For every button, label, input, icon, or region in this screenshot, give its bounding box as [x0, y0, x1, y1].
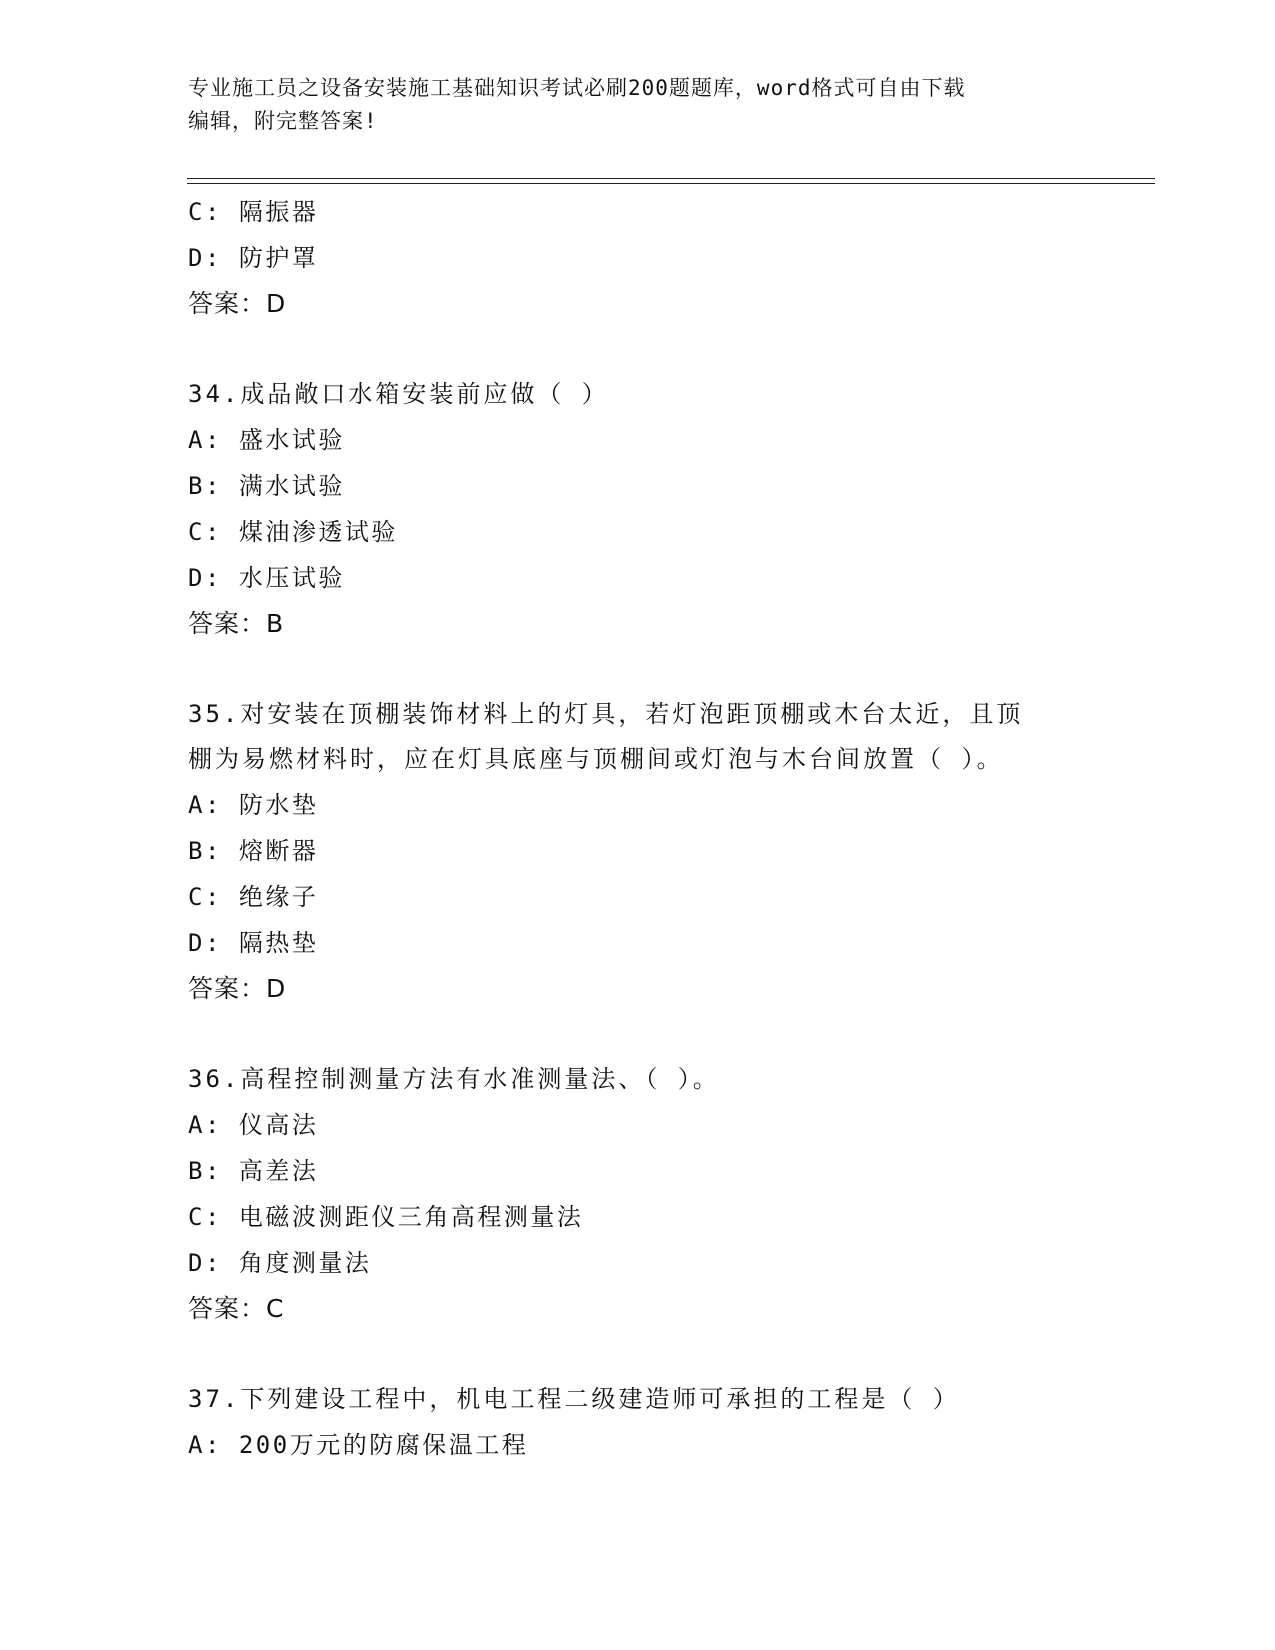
header-divider-bottom [187, 183, 1155, 184]
option-b: B: 满水试验 [188, 472, 345, 500]
question-stem-line-1: 35.对安装在顶棚装饰材料上的灯具，若灯泡距顶棚或木台太近，且顶 [188, 700, 1024, 728]
answer-line: 答案：D [188, 974, 287, 1003]
header-title-line-2: 编辑，附完整答案! [188, 109, 378, 133]
option-c: C: 隔振器 [188, 198, 319, 226]
spacer [188, 647, 1088, 692]
question-list [188, 189, 1088, 1468]
answer-line: 答案：B [188, 609, 285, 638]
spacer [188, 327, 1088, 372]
question-34 [188, 372, 1088, 647]
spacer [188, 1332, 1088, 1377]
spacer [188, 1012, 1088, 1057]
option-d: D: 角度测量法 [188, 1249, 372, 1277]
answer-line: 答案：C [188, 1294, 285, 1323]
option-c: C: 绝缘子 [188, 883, 319, 911]
option-a: A: 仪高法 [188, 1111, 319, 1139]
header-divider-top [187, 178, 1155, 179]
document-header [188, 72, 1088, 138]
question-35 [188, 692, 1088, 1012]
question-stem: 34.成品敞口水箱安装前应做（ ） [188, 380, 609, 408]
option-d: D: 隔热垫 [188, 929, 319, 957]
option-a: A: 200万元的防腐保温工程 [188, 1431, 529, 1459]
option-c: C: 电磁波测距仪三角高程测量法 [188, 1203, 584, 1231]
question-36 [188, 1057, 1088, 1332]
option-b: B: 高差法 [188, 1157, 319, 1185]
answer-line: 答案：D [188, 289, 287, 318]
header-title-line-1: 专业施工员之设备安装施工基础知识考试必刷200题题库，word格式可自由下载 [188, 76, 966, 100]
question-stem: 36.高程控制测量方法有水准测量法、（ ）。 [188, 1065, 720, 1093]
option-d: D: 防护罩 [188, 244, 319, 272]
question-33-continued [188, 189, 1088, 327]
question-37 [188, 1377, 1088, 1468]
option-a: A: 盛水试验 [188, 426, 345, 454]
option-c: C: 煤油渗透试验 [188, 518, 398, 546]
question-stem: 37.下列建设工程中，机电工程二级建造师可承担的工程是（ ） [188, 1385, 960, 1413]
question-stem-line-2: 棚为易燃材料时，应在灯具底座与顶棚间或灯泡与木台间放置（ ）。 [188, 745, 1004, 773]
option-a: A: 防水垫 [188, 791, 319, 819]
option-b: B: 熔断器 [188, 837, 319, 865]
option-d: D: 水压试验 [188, 564, 345, 592]
